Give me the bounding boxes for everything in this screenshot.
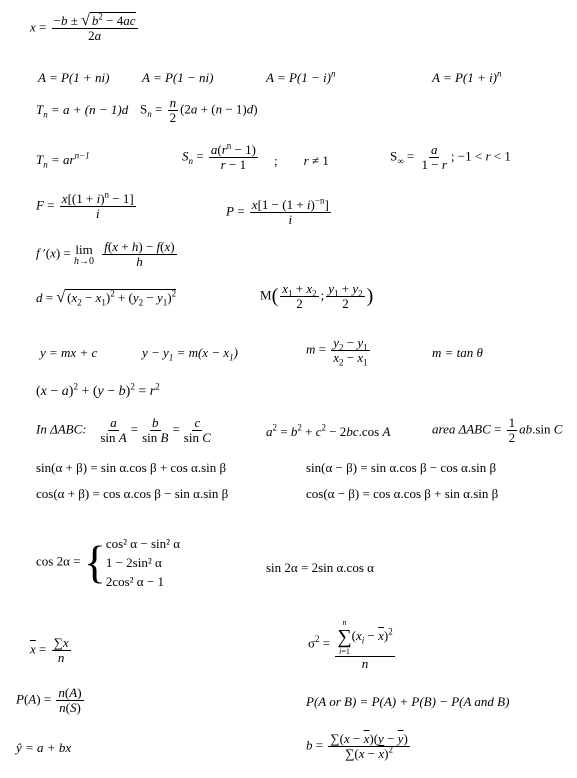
arithmetic-term-formula: $T_n = a + (n - 1)d$ bbox=[36, 102, 129, 120]
cos-double-case-3: 2cos² α − 1 bbox=[105, 574, 164, 589]
probability-or-rule: P(A or B) = P(A) + P(B) − P(A and B) bbox=[306, 694, 510, 709]
cos-double-case-1: cos² α − sin² α bbox=[105, 536, 181, 551]
circle-equation: $(x - a)^2 + (y - b)^2 = r^2$ bbox=[36, 381, 160, 399]
probability-formula: P(A) = $\frac{n(A)}{n(S)}$ bbox=[16, 685, 82, 715]
mean-formula: $\overline{x}$ = $\frac{\sum x}{n}$ bbox=[30, 635, 69, 665]
sin-sum-identity: sin(α + β) = sin α.cos β + cos α.sin β bbox=[36, 460, 227, 475]
tan-gradient-formula: m = tan θ bbox=[432, 345, 483, 360]
cos-sum-identity: cos(α + β) = cos α.cos β − sin α.sin β bbox=[36, 486, 229, 501]
midpoint-formula: M( $\frac{x_1 + x_2}{2}$ ; $\frac{y_1 + y_2}{2}$ ) bbox=[260, 281, 374, 311]
cos-double-identity: cos 2α = { cos² α − sin² α 1 − 2sin² α 2cos² α − 1 bbox=[36, 536, 181, 589]
sin-diff-identity: sin(α − β) = sin α.cos β − cos α.sin β bbox=[306, 460, 497, 475]
point-slope-equation: $y - y_1 = m(x - x_1)$ bbox=[142, 345, 238, 363]
line-equation: y = mx + c bbox=[40, 345, 98, 360]
cos-double-case-2: 1 − 2sin² α bbox=[105, 555, 162, 570]
geometric-infinite-sum-formula: $S_\infty$ = $\frac{a}{1 - r}$ ; −1 < r < 1 bbox=[390, 142, 511, 172]
sine-rule: In ΔABC: $\frac{a}{\text{sin A}}$ = $\frac{b}{\text{sin B}}$ = $\frac{c}{\text{sin C}}$ bbox=[36, 415, 211, 445]
variance-formula: $\sigma^2$ = n ∑ i=1 $(x_i - \overline{x})^2$ n bbox=[308, 618, 393, 671]
sin-double-identity: sin 2α = 2sin α.cos α bbox=[266, 560, 374, 575]
cos-diff-identity: cos(α − β) = cos α.cos β + sin α.sin β bbox=[306, 486, 499, 501]
geometric-sum-condition: ; r ≠ 1 bbox=[274, 153, 329, 168]
derivative-formula: f ′(x) = lim h→0 $\frac{f(x + h) - f(x)}{h}$ bbox=[36, 239, 175, 269]
simple-depreciation-formula: A = P(1 − ni) bbox=[142, 70, 214, 85]
area-rule: area ΔABC = $\frac{1}{2}$ ab.sin C bbox=[432, 415, 563, 445]
regression-slope-formula: b = $\frac{\sum(x - \overline{x})(y - \overline{y})}{\sum(x - \overline{x})^2}$ bbox=[306, 731, 408, 761]
gradient-formula: m = $\frac{y_2 - y_1}{x_2 - x_1}$ bbox=[306, 335, 368, 368]
arithmetic-sum-formula: $S_n$ = $\frac{n}{2}$ (2a + (n − 1)d) bbox=[140, 95, 258, 125]
distance-formula: d = √ $(x_2 - x_1)^2 + (y_2 - y_1)^2$ bbox=[36, 288, 177, 308]
present-value-formula: P = $\frac{x[1 - (1 + i)^{-n}]}{i}$ bbox=[226, 195, 329, 227]
geometric-sum-formula: $S_n$ = $\frac{a(r^n - 1)}{r - 1}$ bbox=[182, 140, 256, 172]
regression-line: ŷ = a + bx bbox=[16, 740, 72, 755]
geometric-term-formula: $T_n = ar^{n-1}$ bbox=[36, 150, 90, 170]
compound-depreciation-formula: $A = P(1 - i)^n$ bbox=[266, 68, 336, 85]
simple-interest-formula: A = P(1 + ni) bbox=[38, 70, 110, 85]
quadratic-formula: x = $\frac{-b \pm √ b^2 - 4ac}{2a}$ bbox=[30, 11, 136, 43]
cosine-rule: $a^2 = b^2 + c^2 - 2bc.\cos$ A bbox=[266, 422, 391, 439]
compound-interest-formula: $A = P(1 + i)^n$ bbox=[432, 68, 502, 85]
future-value-formula: F = $\frac{x[(1 + i)^n - 1]}{i}$ bbox=[36, 189, 134, 221]
